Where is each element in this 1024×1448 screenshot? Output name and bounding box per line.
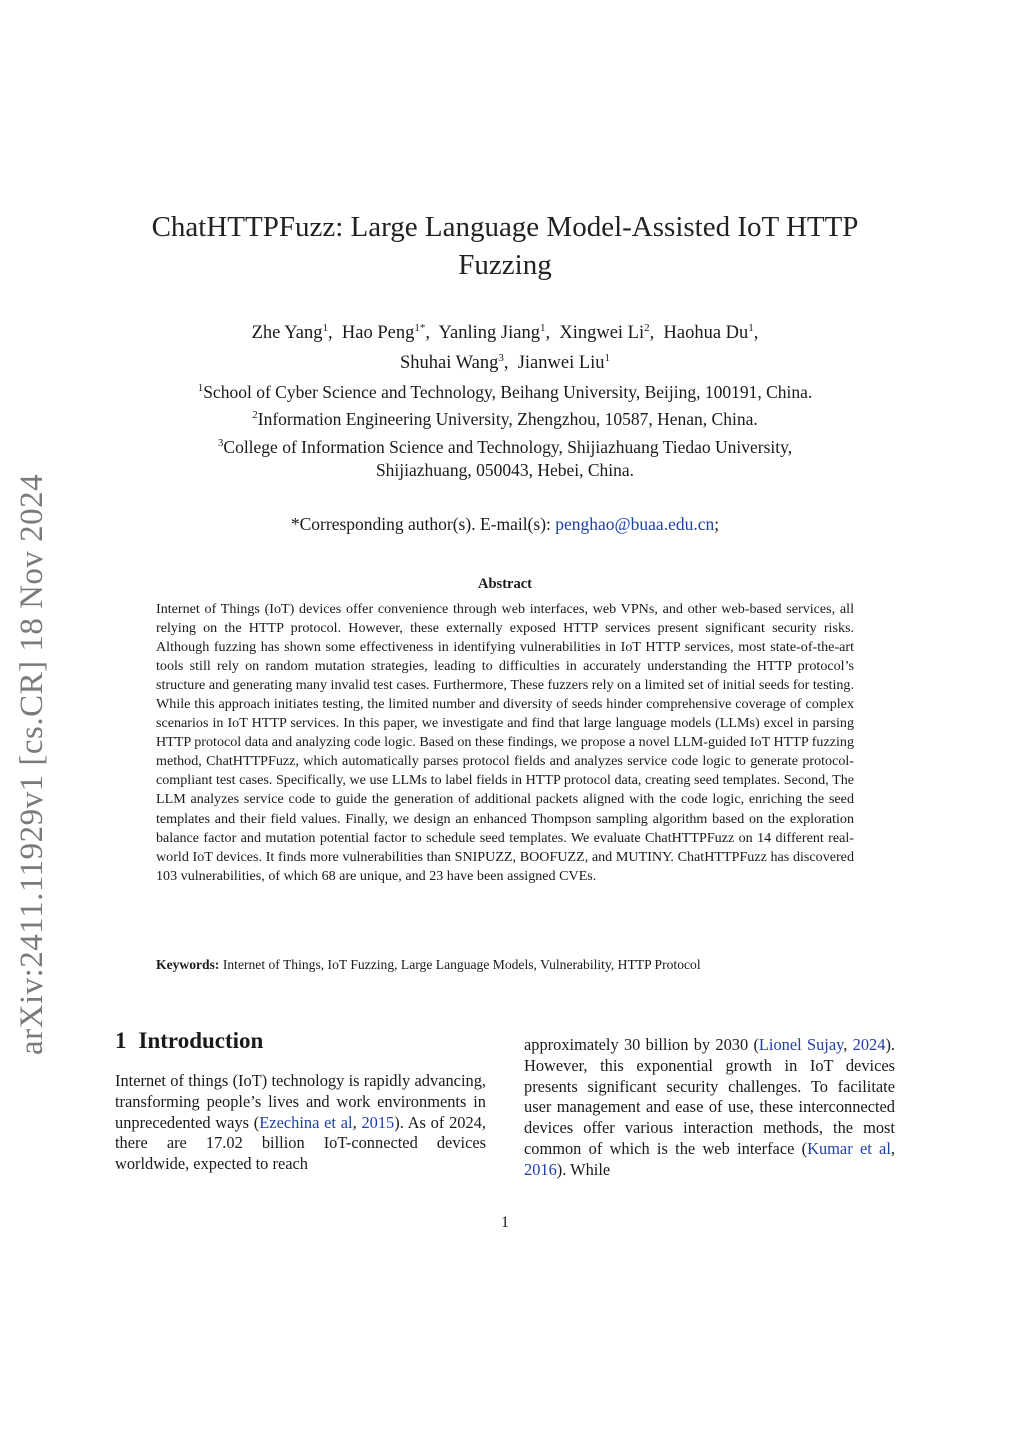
section-heading (115, 1028, 263, 1054)
body-column-right: approximately 30 billion by 2030 (Lionel Sujay, 2024). However, this exponential growth in IoT devices presents significant security challenges. To facilitate user management and ease of use, these interconnected devices offer various interaction methods, the most common of which is the web interface (Kumar et al, 2016). While (524, 1035, 895, 1179)
affiliations (115, 377, 895, 482)
corresponding-author: *Corresponding author(s). E-mail(s): penghao@buaa.edu.cn; (290, 514, 720, 534)
keywords (156, 956, 854, 974)
paper-title: ChatHTTPFuzz: Large Language Model-Assisted IoT HTTP Fuzzing (151, 211, 859, 281)
body-column-left: Internet of things (IoT) technology is rapidly advancing, transforming people’s lives and work environments in unprecedented ways (Ezechina et al, 2015). As of 2024, there are 17.02 billion IoT-connected devices worldwide, expected to reach (115, 1071, 486, 1174)
affiliation-line: $^2$Information Engineering University, Zhengzhou, 10587, Henan, China. (252, 409, 758, 430)
citation-link[interactable]: Kumar et al (807, 1138, 891, 1158)
citation-year-link[interactable]: 2024 (852, 1035, 886, 1054)
author: Haohua Du$^1$ (663, 322, 754, 344)
author-list: Zhe Yang$^1$, Hao Peng$^{1*}$, Yanling Jiang$^1$, Xingwei Li$^2$, Haohua Du$^1$, Shuhai Wang$^3$, Jianwei Liu$^1$ (251, 322, 759, 374)
citation-year-link[interactable]: 2016 (524, 1159, 557, 1179)
section-title: Introduction (138, 1028, 264, 1053)
author: Xingwei Li$^2$ (559, 322, 650, 344)
abstract-heading: Abstract (478, 576, 532, 592)
citation-year-link[interactable]: 2015 (361, 1112, 395, 1132)
author: Zhe Yang$^1$ (251, 322, 328, 344)
arxiv-identifier-stamp: arXiv:2411.11929v1 [cs.CR] 18 Nov 2024 (14, 473, 50, 1055)
email-link[interactable]: penghao@buaa.edu.cn (555, 514, 715, 534)
citation-link[interactable]: Ezechina et al (259, 1112, 353, 1132)
affiliation-line: $^3$College of Information Science and Technology, Shijiazhuang Tiedao University, (217, 436, 793, 457)
affiliation-line: Shijiazhuang, 050043, Hebei, China. (375, 459, 635, 480)
keywords-text: Internet of Things, IoT Fuzzing, Large Language Models, Vulnerability, HTTP Protocol (222, 957, 701, 972)
citation-link[interactable]: Lionel Sujay (758, 1035, 844, 1054)
author: Shuhai Wang$^3$ (399, 352, 504, 374)
author: Jianwei Liu$^1$ (517, 352, 611, 374)
affiliation-line: $^1$School of Cyber Science and Technology, Beihang University, Beijing, 100191, China. (197, 381, 813, 402)
author: Hao Peng$^{1*}$ (341, 322, 426, 344)
author: Yanling Jiang$^1$ (438, 322, 546, 344)
section-number: 1 (115, 1028, 127, 1053)
page-number: 1 (501, 1214, 509, 1231)
keywords-label: Keywords: (156, 957, 220, 972)
abstract-text: Internet of Things (IoT) devices offer convenience through web interfaces, web VPNs, and other web-based services, all relying on the HTTP protocol. However, these externally exposed HTTP services present significant security risks. Although fuzzing has shown some effectiveness in identifying vulnerabilities in IoT HTTP services, most state-of-the-art tools still rely on random mutation strategies, leading to difficulties in accurately understanding the HTTP protocol’s structure and generating many invalid test cases. Furthermore, These fuzzers rely on a limited set of initial seeds for testing. While this approach initiates testing, the limited number and diversity of seeds hinder comprehensive coverage of complex scenarios in IoT HTTP services. In this paper, we investigate and find that large language models (LLMs) excel in parsing HTTP protocol data and analyzing code logic. Based on these findings, we propose a novel LLM-guided IoT HTTP fuzzing method, ChatHTTPFuzz, which automatically parses protocol fields and analyzes service code logic to generate protocol-compliant test cases. Specifically, we use LLMs to label fields in HTTP protocol data, creating seed templates. Second, The LLM analyzes service code to guide the generation of additional packets aligned with the code logic, enriching the seed templates and their field values. Finally, we design an enhanced Thompson sampling algorithm based on the exploration balance factor and mutation potential factor to schedule seed templates. We evaluate ChatHTTPFuzz on 14 different real-world IoT devices. It finds more vulnerabilities than SNIPUZZ, BOOFUZZ, and MUTINY. ChatHTTPFuzz has discovered 103 vulnerabilities, of which 68 are unique, and 23 have been assigned CVEs. (156, 601, 854, 884)
